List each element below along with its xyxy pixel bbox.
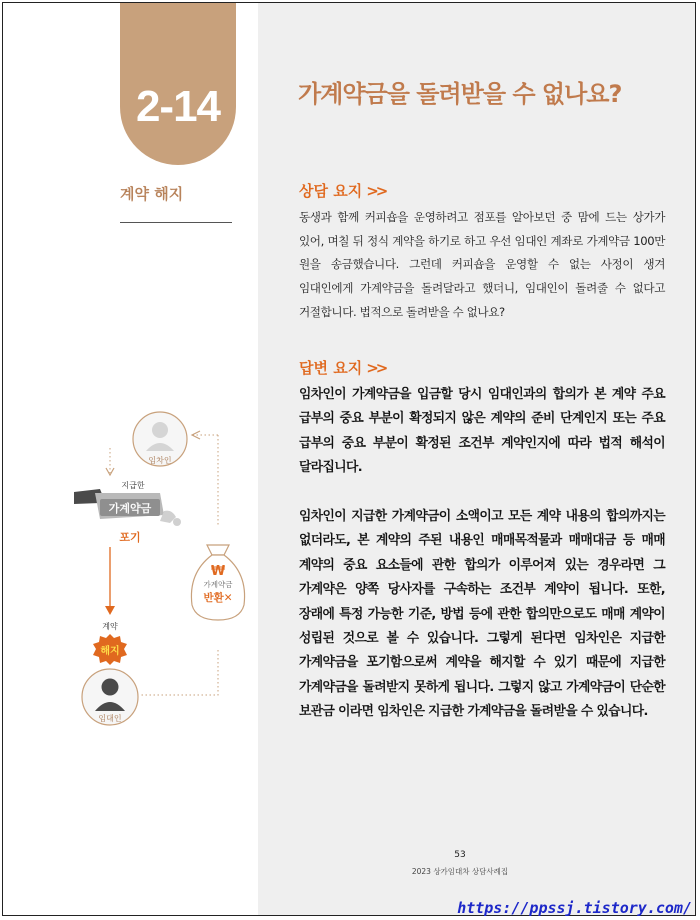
footer-source: 2023 상가임대차 상담사례집	[411, 867, 509, 876]
double-chevron-icon: >>	[366, 359, 386, 377]
down-arrow-icon	[105, 606, 115, 615]
refund-label	[203, 591, 232, 604]
tenant-label: 임차인	[148, 456, 172, 465]
page-title: 가계약금을 돌려받을 수 없나요?	[298, 80, 622, 108]
category-divider	[120, 222, 232, 223]
forfeit-label: 포기	[119, 531, 141, 544]
refund-label-text: 반환	[203, 592, 224, 604]
chapter-number: 2-14	[135, 82, 221, 131]
category-label: 계약 해지	[120, 185, 184, 203]
contract-label: 계약	[102, 622, 118, 631]
return-arrow-icon	[192, 431, 200, 439]
cross-icon: ✕	[223, 592, 233, 604]
paid-label: 지급한	[121, 481, 145, 490]
landlord-label: 임대인	[98, 714, 122, 723]
termination-label: 해지	[100, 646, 120, 657]
answer-paragraph-1: 임차인이 가계약금을 입금할 당시 임대인과의 합의가 본 계약 주요 급부의 중요 부분이 확정되지 않은 계약의 준비 단계인지 또는 주요 급부의 중요 부분이 확정된 조건부 계약인지에 따라 법적 해석이 달라집니다.	[299, 387, 665, 476]
deposit-flow-diagram	[60, 405, 250, 735]
answer-heading-label: 답변 요지	[299, 359, 363, 377]
won-symbol: ₩	[210, 564, 226, 579]
consult-heading	[299, 180, 385, 201]
deposit-ticket-label: 가계약금	[108, 502, 152, 515]
consult-heading-label: 상담 요지	[299, 182, 363, 200]
double-chevron-icon: >>	[366, 182, 386, 200]
page-number: 53	[454, 850, 466, 860]
bag-deposit-label: 가계약금	[203, 580, 233, 589]
watermark-link[interactable]: https://ppssj.tistory.com/	[457, 899, 692, 917]
answer-heading	[299, 357, 385, 378]
consult-body: 동생과 함께 커피숍을 운영하려고 점포를 알아보던 중 맘에 드는 상가가 있어, 며칠 뒤 정식 계약을 하기로 하고 우선 임대인 계좌로 가계약금 100만 원을 송금했습니다. 그런데 커피숍을 운영할 수 없는 사정이 생겨 임대인에게 가계약금을 돌려달라고 했더니, 임대인이 돌려줄 수 없다고 거절합니다. 법적으로 돌려받을 수 없나요?	[299, 210, 665, 319]
answer-paragraph-2: 임차인이 지급한 가계약금이 소액이고 모든 계약 내용의 합의까지는 없더라도, 본 계약의 주된 내용인 매매목적물과 매매대금 등 매매 계약의 중요 요소들에 관한 합의가 이루어져 있는 경우라면 그 가계약은 양쪽 당사자를 구속하는 조건부 계약이 됩니다. 또한, 장래에 특정 가능한 기준, 방법 등에 관한 합의만으로도 매매 계약이 성립된 것으로 볼 수 있습니다. 그렇게 된다면 임차인은 지급한 가계약금을 포기함으로써 계약을 해지할 수 있기 때문에 지급한 가계약금을 돌려받지 못하게 됩니다. 그렇지 않고 가계약금이 단순한 보관금 이라면 임차인은 지급한 가계약금을 돌려받을 수 있습니다.	[299, 509, 665, 720]
